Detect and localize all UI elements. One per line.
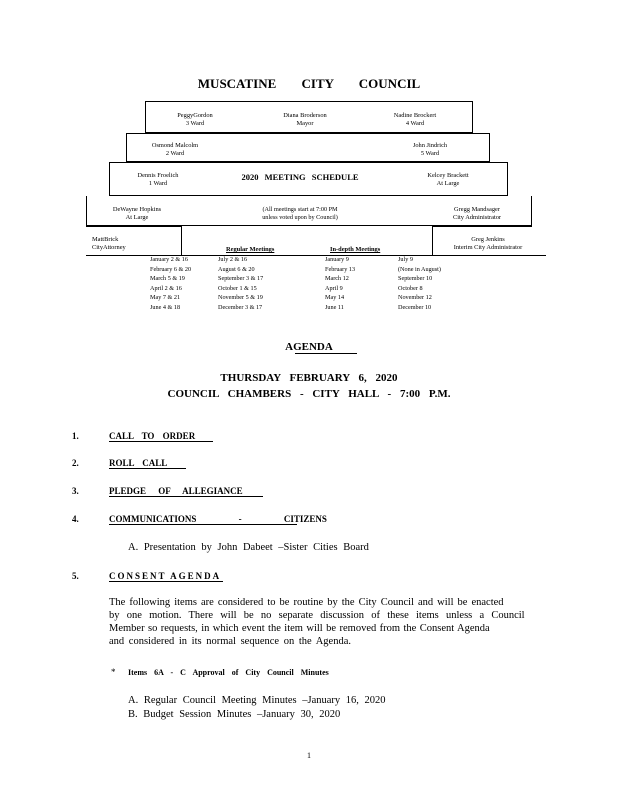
consent-item-b: B. Budget Session Minutes –January 30, 2020 <box>128 709 341 720</box>
agenda-title: AGENDA <box>285 341 333 353</box>
list-item: July 9 <box>398 256 413 263</box>
agenda-location: COUNCIL CHAMBERS - CITY HALL - 7:00 P.M. <box>167 388 451 400</box>
consent-bullet-text: Items 6A - C Approval of City Council Minutes <box>128 668 329 677</box>
agenda-item-3-underline <box>109 496 263 497</box>
list-item: May 7 & 21 <box>150 294 181 301</box>
list-item: April 2 & 16 <box>150 284 182 292</box>
list-item: November 12 <box>398 294 432 301</box>
list-item: April 9 <box>325 284 343 292</box>
paragraph-line: The following items are considered to be routine by the City Council and will be enacted <box>109 597 504 608</box>
indepth-meetings-col2 <box>398 255 441 312</box>
agenda-item-5-label: CONSENT AGENDA <box>109 571 222 581</box>
list-item: October 1 & 15 <box>218 284 257 292</box>
regular-meetings-col2 <box>218 255 263 312</box>
list-item: (None in August) <box>398 265 441 273</box>
agenda-item-2-number: 2. <box>72 458 79 468</box>
agenda-item-1-label: CALL TO ORDER <box>109 431 196 441</box>
schedule-note-2: unless voted upon by Council) <box>262 214 338 221</box>
regular-meetings-header: Regular Meetings <box>226 246 275 253</box>
list-item: October 8 <box>398 284 423 292</box>
agenda-item-4a: A. Presentation by John Dabeet –Sister Cities Board <box>128 542 369 553</box>
council-member-froelich: Dennis Froelich 1 Ward <box>137 172 179 187</box>
agenda-title-underline <box>295 353 357 354</box>
council-member-attorney: MattBrick CityAttorney <box>92 236 126 251</box>
paragraph-line: Member so requests, in which event the item will be removed from the Consent Agenda <box>109 623 490 634</box>
council-member-malcolm: Osmond Malcolm 2 Ward <box>151 142 199 157</box>
consent-item-a: A. Regular Council Meeting Minutes –January 16, 2020 <box>128 695 386 706</box>
agenda-item-3-number: 3. <box>72 486 79 496</box>
agenda-item-4-number: 4. <box>72 514 79 524</box>
council-member-administrator: Gregg Mandsager City Administrator <box>452 206 502 221</box>
list-item: February 13 <box>325 265 356 273</box>
consent-bullet: * <box>111 667 116 677</box>
regular-meetings-col1 <box>150 255 191 312</box>
council-member-mayor: Diana Broderson Mayor <box>283 112 327 127</box>
list-item: November 5 & 19 <box>218 294 263 301</box>
agenda-item-5-number: 5. <box>72 571 79 581</box>
agenda-item-3-label: PLEDGE OF ALLEGIANCE <box>109 486 243 496</box>
list-item: February 6 & 20 <box>150 265 192 273</box>
list-item: June 4 & 18 <box>150 303 181 311</box>
council-member-interim-administrator: Greg Jenkins Interim City Administrator <box>453 236 523 251</box>
agenda-item-1-underline <box>109 441 213 442</box>
agenda-item-1-number: 1. <box>72 431 79 441</box>
list-item: June 11 <box>325 303 344 311</box>
list-item: March 5 & 19 <box>150 275 185 282</box>
list-item: January 9 <box>325 256 349 263</box>
council-member-brockert: Nadine Brockert 4 Ward <box>393 112 437 127</box>
agenda-item-2-underline <box>109 468 186 469</box>
list-item: July 2 & 16 <box>218 256 248 263</box>
paragraph-line: and considered in its normal sequence on the Agenda. <box>109 636 351 647</box>
council-member-hopkins: DeWayne Hopkins At Large <box>112 206 162 221</box>
council-member-gordon: PeggyGordon 3 Ward <box>177 112 213 127</box>
paragraph-line: by one motion. There will be no separate discussion of these items unless a Council <box>109 610 525 621</box>
council-member-jindrich: John Jindrich 5 Ward <box>412 142 448 157</box>
council-title: MUSCATINE CITY COUNCIL <box>197 76 421 91</box>
list-item: January 2 & 16 <box>150 256 188 263</box>
agenda-date: THURSDAY FEBRUARY 6, 2020 <box>220 372 398 384</box>
list-item: May 14 <box>325 294 345 301</box>
indepth-meetings-col1 <box>325 255 355 312</box>
indepth-meetings-header: In-depth Meetings <box>330 246 381 253</box>
schedule-note-1: (All meetings start at 7:00 PM <box>262 206 338 213</box>
agenda-item-4-label: COMMUNICATIONS - CITIZENS <box>109 514 327 524</box>
list-item: August 6 & 20 <box>218 265 255 273</box>
agenda-item-5-underline <box>109 581 223 582</box>
list-item: December 3 & 17 <box>218 303 263 311</box>
list-item: December 10 <box>398 303 432 311</box>
consent-paragraph <box>109 596 525 648</box>
agenda-item-2-label: ROLL CALL <box>109 458 168 468</box>
list-item: September 10 <box>398 275 433 282</box>
list-item: March 12 <box>325 275 349 282</box>
agenda-item-4-underline <box>109 524 297 525</box>
council-member-brackett: Kelcey Brackett At Large <box>427 172 469 187</box>
page-number: 1 <box>307 751 311 760</box>
list-item: September 3 & 17 <box>218 275 264 282</box>
schedule-title: 2020 MEETING SCHEDULE <box>241 172 359 182</box>
